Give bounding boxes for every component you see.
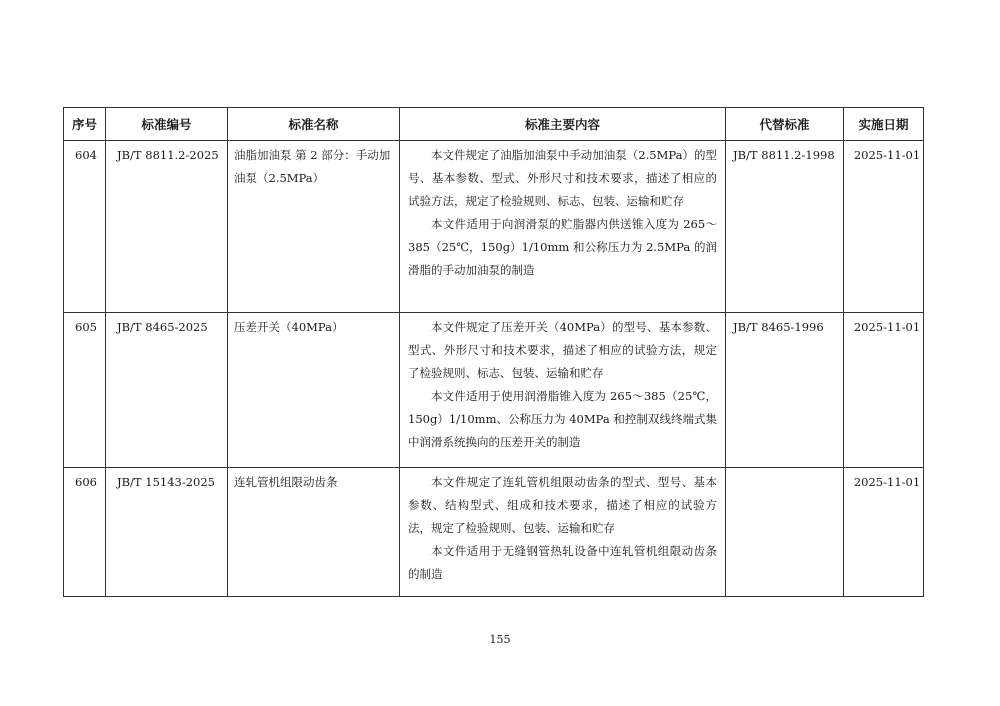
header-no: 序号 [64, 108, 106, 141]
cell-content [400, 313, 726, 468]
header-content: 标准主要内容 [400, 108, 726, 141]
header-date: 实施日期 [844, 108, 924, 141]
table-header-row [64, 108, 924, 141]
cell-date: 2025-11-01 [844, 468, 924, 597]
header-replace: 代替标准 [726, 108, 844, 141]
table-row [64, 313, 924, 468]
cell-no: 605 [64, 313, 106, 468]
table-row [64, 468, 924, 597]
cell-date: 2025-11-01 [844, 141, 924, 313]
cell-code: JB/T 15143-2025 [106, 468, 228, 597]
header-code: 标准编号 [106, 108, 228, 141]
cell-no: 604 [64, 141, 106, 313]
content-paragraph: 本文件适用于向润滑泵的贮脂器内供送锥入度为 265～385（25℃，150g）1/10mm 和公称压力为 2.5MPa 的润滑脂的手动加油泵的制造 [408, 217, 717, 277]
cell-name: 油脂加油泵 第 2 部分：手动加油泵（2.5MPa） [228, 141, 400, 313]
cell-date: 2025-11-01 [844, 313, 924, 468]
cell-no: 606 [64, 468, 106, 597]
cell-code: JB/T 8465-2025 [106, 313, 228, 468]
content-paragraph: 本文件适用于使用润滑脂锥入度为 265～385（25℃，150g）1/10mm、公称压力为 40MPa 和控制双线终端式集中润滑系统换向的压差开关的制造 [408, 389, 717, 449]
content-paragraph: 本文件规定了油脂加油泵中手动加油泵（2.5MPa）的型号、基本参数、型式、外形尺寸和技术要求，描述了相应的试验方法，规定了检验规则、标志、包装、运输和贮存 [408, 148, 717, 208]
content-paragraph: 本文件规定了连轧管机组限动齿条的型式、型号、基本参数、结构型式、组成和技术要求，描述了相应的试验方法，规定了检验规则、包装、运输和贮存 [408, 475, 717, 535]
cell-name: 压差开关（40MPa） [228, 313, 400, 468]
cell-replace [726, 468, 844, 597]
page-number: 155 [489, 633, 511, 646]
cell-content [400, 468, 726, 597]
cell-name: 连轧管机组限动齿条 [228, 468, 400, 597]
content-paragraph: 本文件适用于无缝钢管热轧设备中连轧管机组限动齿条的制造 [408, 544, 717, 581]
standards-table [63, 107, 924, 597]
header-name: 标准名称 [228, 108, 400, 141]
content-paragraph: 本文件规定了压差开关（40MPa）的型号、基本参数、型式、外形尺寸和技术要求，描述了相应的试验方法，规定了检验规则、标志、包装、运输和贮存 [408, 320, 717, 380]
cell-replace: JB/T 8811.2-1998 [726, 141, 844, 313]
cell-replace: JB/T 8465-1996 [726, 313, 844, 468]
cell-content [400, 141, 726, 313]
cell-code: JB/T 8811.2-2025 [106, 141, 228, 313]
table-row [64, 141, 924, 313]
